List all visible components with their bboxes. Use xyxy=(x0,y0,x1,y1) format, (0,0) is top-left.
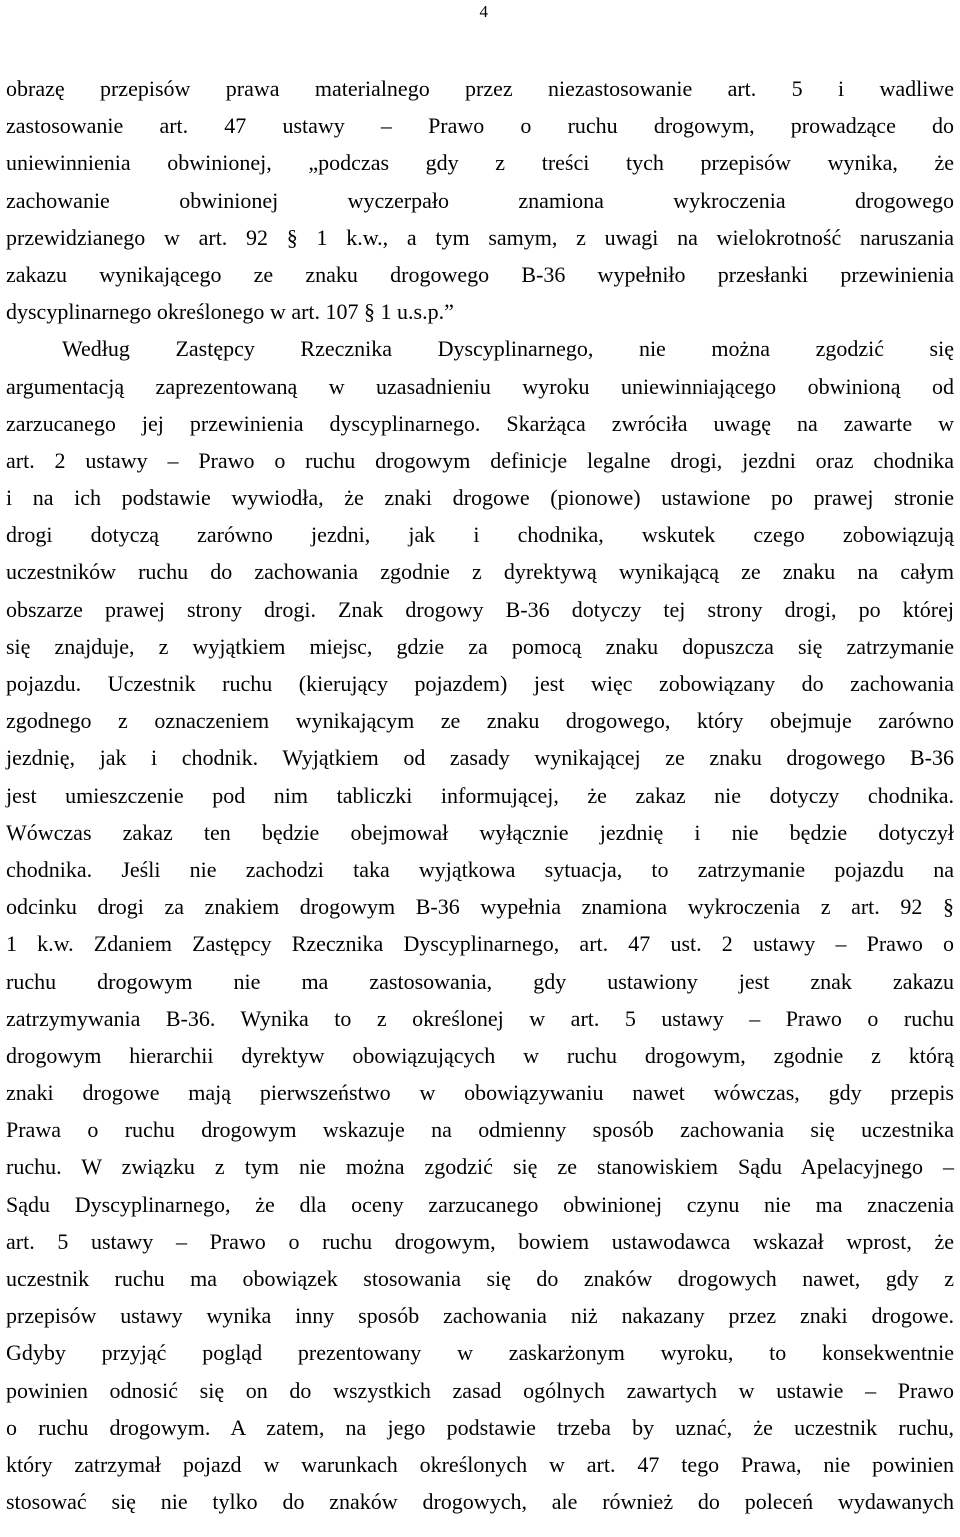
text-line: o ruchu drogowym. A zatem, na jego podstawie trzeba by uznać, że uczestnik ruchu, xyxy=(6,1414,954,1440)
text-line: art. 2 ustawy – Prawo o ruchu drogowym definicje legalne drogi, jezdni oraz chodnika xyxy=(6,447,954,473)
text-line: Wówczas zakaz ten będzie obejmował wyłącznie jezdnię i nie będzie dotyczył xyxy=(6,819,954,845)
text-line: drogowym hierarchii dyrektyw obowiązujących w ruchu drogowym, zgodnie z którą xyxy=(6,1042,954,1068)
text-line: uczestników ruchu do zachowania zgodnie z dyrektywą wynikającą ze znaku na całym xyxy=(6,559,954,585)
text-line: zarzucanego jej przewinienia dyscyplinarnego. Skarżąca zwróciła uwagę na zawarte w xyxy=(6,410,954,436)
text-line: zgodnego z oznaczeniem wynikającym ze znaku drogowego, który obejmuje zarówno xyxy=(6,708,954,734)
text-line: art. 5 ustawy – Prawo o ruchu drogowym, bowiem ustawodawca wskazał wprost, że xyxy=(6,1228,954,1254)
text-line: obrazę przepisów prawa materialnego przez niezastosowanie art. 5 i wadliwe xyxy=(6,76,954,101)
text-line: zastosowanie art. 47 ustawy – Prawo o ruchu drogowym, prowadzące do xyxy=(6,113,954,139)
text-line: Sądu Dyscyplinarnego, że dla oceny zarzucanego obwinionej czynu nie ma znaczenia xyxy=(6,1191,954,1217)
text-line: 1 k.w. Zdaniem Zastępcy Rzecznika Dyscyplinarnego, art. 47 ust. 2 ustawy – Prawo o xyxy=(6,931,954,957)
text-line: Według Zastępcy Rzecznika Dyscyplinarnego, nie można zgodzić się xyxy=(62,336,954,362)
text-line: przepisów ustawy wynika inny sposób zachowania niż nakazany przez znaki drogowe. xyxy=(6,1303,954,1329)
text-line: jest umieszczenie pod nim tabliczki informującej, że zakaz nie dotyczy chodnika. xyxy=(6,782,954,808)
text-line: się znajduje, z wyjątkiem miejsc, gdzie za pomocą znaku dopuszcza się zatrzymanie xyxy=(6,633,954,659)
text-line: stosować się nie tylko do znaków drogowych, ale również do poleceń wydawanych xyxy=(6,1489,954,1515)
text-line: zachowanie obwinionej wyczerpało znamiona wykroczenia drogowego xyxy=(6,187,954,213)
text-line: przewidzianego w art. 92 § 1 k.w., a tym samym, z uwagi na wielokrotność naruszania xyxy=(6,224,954,250)
page-number: 4 xyxy=(479,2,488,21)
text-line: odcinku drogi za znakiem drogowym B-36 wypełnia znamiona wykroczenia z art. 92 § xyxy=(6,894,954,920)
text-line: znaki drogowe mają pierwszeństwo w obowiązywaniu nawet wówczas, gdy przepis xyxy=(6,1080,954,1106)
text-line: i na ich podstawie wywiodła, że znaki drogowe (pionowe) ustawione po prawej stronie xyxy=(6,485,954,511)
text-line: powinien odnosić się on do wszystkich zasad ogólnych zawartych w ustawie – Prawo xyxy=(6,1377,954,1403)
text-line: który zatrzymał pojazd w warunkach określonych w art. 47 tego Prawa, nie powinien xyxy=(6,1451,954,1477)
text-line: chodnika. Jeśli nie zachodzi taka wyjątkowa sytuacja, to zatrzymanie pojazdu na xyxy=(6,856,954,882)
text-line: ruchu. W związku z tym nie można zgodzić się ze stanowiskiem Sądu Apelacyjnego – xyxy=(6,1154,954,1180)
text-line: zatrzymywania B-36. Wynika to z określonej w art. 5 ustawy – Prawo o ruchu xyxy=(6,1005,954,1031)
text-line: obszarze prawej strony drogi. Znak drogowy B-36 dotyczy tej strony drogi, po której xyxy=(6,596,954,622)
text-line: argumentacją zaprezentowaną w uzasadnieniu wyroku uniewinniającego obwinioną od xyxy=(6,373,954,399)
text-line: jezdnię, jak i chodnik. Wyjątkiem od zasady wynikającej ze znaku drogowego B-36 xyxy=(6,745,954,771)
text-line: ruchu drogowym nie ma zastosowania, gdy ustawiony jest znak zakazu xyxy=(6,968,954,994)
text-line: pojazdu. Uczestnik ruchu (kierujący pojazdem) jest więc zobowiązany do zachowania xyxy=(6,671,954,696)
text-line: dyscyplinarnego określonego w art. 107 § 1 u.s.p.” xyxy=(6,299,454,325)
text-line: uczestnik ruchu ma obowiązek stosowania się do znaków drogowych nawet, gdy z xyxy=(6,1266,954,1291)
document-body xyxy=(6,70,954,1520)
text-line: Gdyby przyjąć pogląd prezentowany w zaskarżonym wyroku, to konsekwentnie xyxy=(6,1340,954,1366)
text-line: zakazu wynikającego ze znaku drogowego B-36 wypełniło przesłanki przewinienia xyxy=(6,261,954,287)
text-line: Prawa o ruchu drogowym wskazuje na odmienny sposób zachowania się uczestnika xyxy=(6,1117,954,1143)
text-line: uniewinnienia obwinionej, „podczas gdy z treści tych przepisów wynika, że xyxy=(6,150,954,176)
text-line: drogi dotyczą zarówno jezdni, jak i chodnika, wskutek czego zobowiązują xyxy=(6,522,954,548)
